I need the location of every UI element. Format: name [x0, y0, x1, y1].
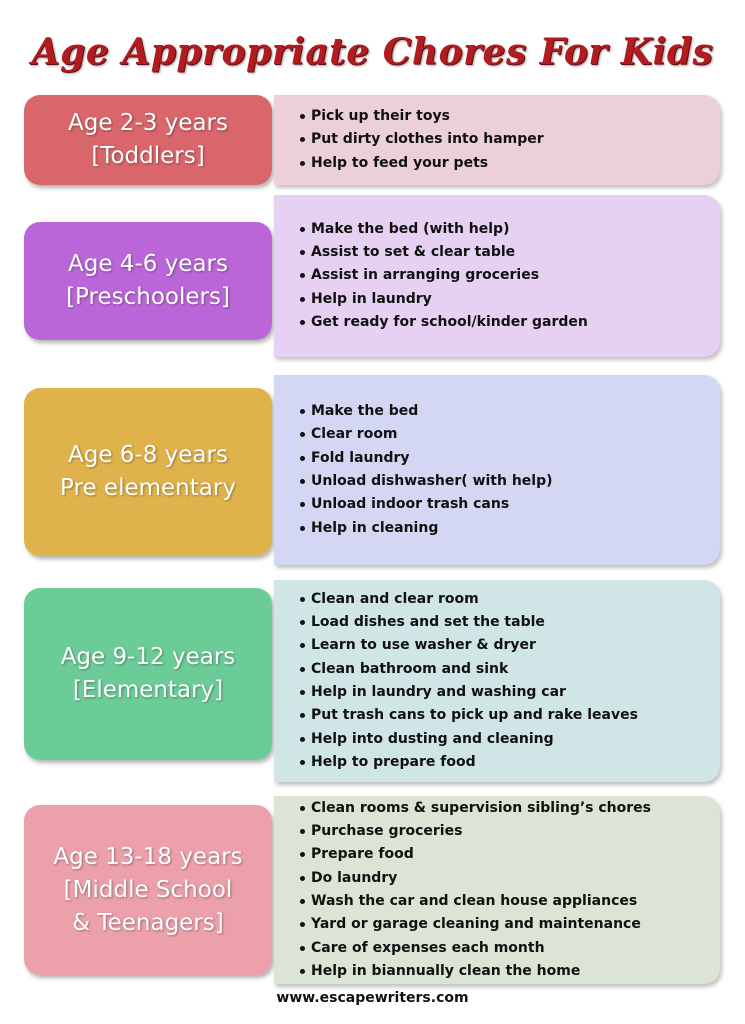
chore-item: Care of expenses each month	[299, 937, 712, 960]
chore-item: Help in laundry and washing car	[299, 681, 712, 704]
chore-list-box	[274, 195, 720, 357]
chore-item: Help in laundry	[299, 288, 712, 311]
age-range: Age 2-3 years	[68, 110, 228, 136]
age-box	[24, 805, 272, 975]
age-label: [Middle School	[63, 876, 233, 903]
chore-list-box	[274, 796, 720, 984]
chore-list	[299, 105, 712, 175]
chore-item: Help in cleaning	[299, 517, 712, 540]
chore-item: Clean bathroom and sink	[299, 658, 712, 681]
age-box	[24, 222, 272, 340]
chore-item: Prepare food	[299, 843, 712, 866]
chore-list	[299, 218, 712, 334]
chore-item: Fold laundry	[299, 447, 712, 470]
chore-item: Help to feed your pets	[299, 152, 712, 175]
chore-item: Load dishes and set the table	[299, 611, 712, 634]
age-label-line-2: & Teenagers]	[72, 909, 224, 936]
chore-list	[299, 797, 712, 983]
age-range: Age 4-6 years	[68, 251, 228, 277]
chore-item: Help in biannually clean the home	[299, 960, 712, 983]
chore-item: Unload indoor trash cans	[299, 493, 712, 516]
age-range: Age 9-12 years	[60, 644, 236, 670]
age-range: Age 6-8 years	[68, 442, 228, 468]
age-box	[24, 95, 272, 185]
chore-item: Purchase groceries	[299, 820, 712, 843]
chore-item: Pick up their toys	[299, 105, 712, 128]
page-title: Age Appropriate Chores For Kids	[31, 31, 714, 73]
chore-item: Clean and clear room	[299, 588, 712, 611]
chore-list-box	[274, 375, 720, 565]
chore-item: Clear room	[299, 423, 712, 446]
chore-item: Yard or garage cleaning and maintenance	[299, 913, 712, 936]
chore-item: Put dirty clothes into hamper	[299, 128, 712, 151]
chore-item: Wash the car and clean house appliances	[299, 890, 712, 913]
age-box	[24, 388, 272, 556]
chore-item: Learn to use washer & dryer	[299, 634, 712, 657]
chore-item: Unload dishwasher( with help)	[299, 470, 712, 493]
chore-list-box	[274, 580, 720, 782]
chore-item: Put trash cans to pick up and rake leaves	[299, 704, 712, 727]
chore-list	[299, 588, 712, 774]
chore-item: Do laundry	[299, 867, 712, 890]
age-label: Pre elementary	[60, 475, 236, 501]
chore-item: Help to prepare food	[299, 751, 712, 774]
website-url: www.escapewriters.com	[276, 990, 469, 1006]
chore-item: Assist to set & clear table	[299, 241, 712, 264]
chore-item: Make the bed	[299, 400, 712, 423]
chore-item: Assist in arranging groceries	[299, 264, 712, 287]
age-range: Age 13-18 years	[53, 843, 243, 870]
chore-item: Help into dusting and cleaning	[299, 728, 712, 751]
chore-item: Clean rooms & supervision sibling’s chores	[299, 797, 712, 820]
age-label: [Elementary]	[72, 677, 224, 703]
age-label: [Toddlers]	[91, 143, 205, 169]
chore-list	[299, 400, 712, 540]
chore-list-box	[274, 95, 720, 185]
chore-item: Get ready for school/kinder garden	[299, 311, 712, 334]
chore-item: Make the bed (with help)	[299, 218, 712, 241]
age-box	[24, 588, 272, 760]
age-label: [Preschoolers]	[66, 284, 230, 310]
